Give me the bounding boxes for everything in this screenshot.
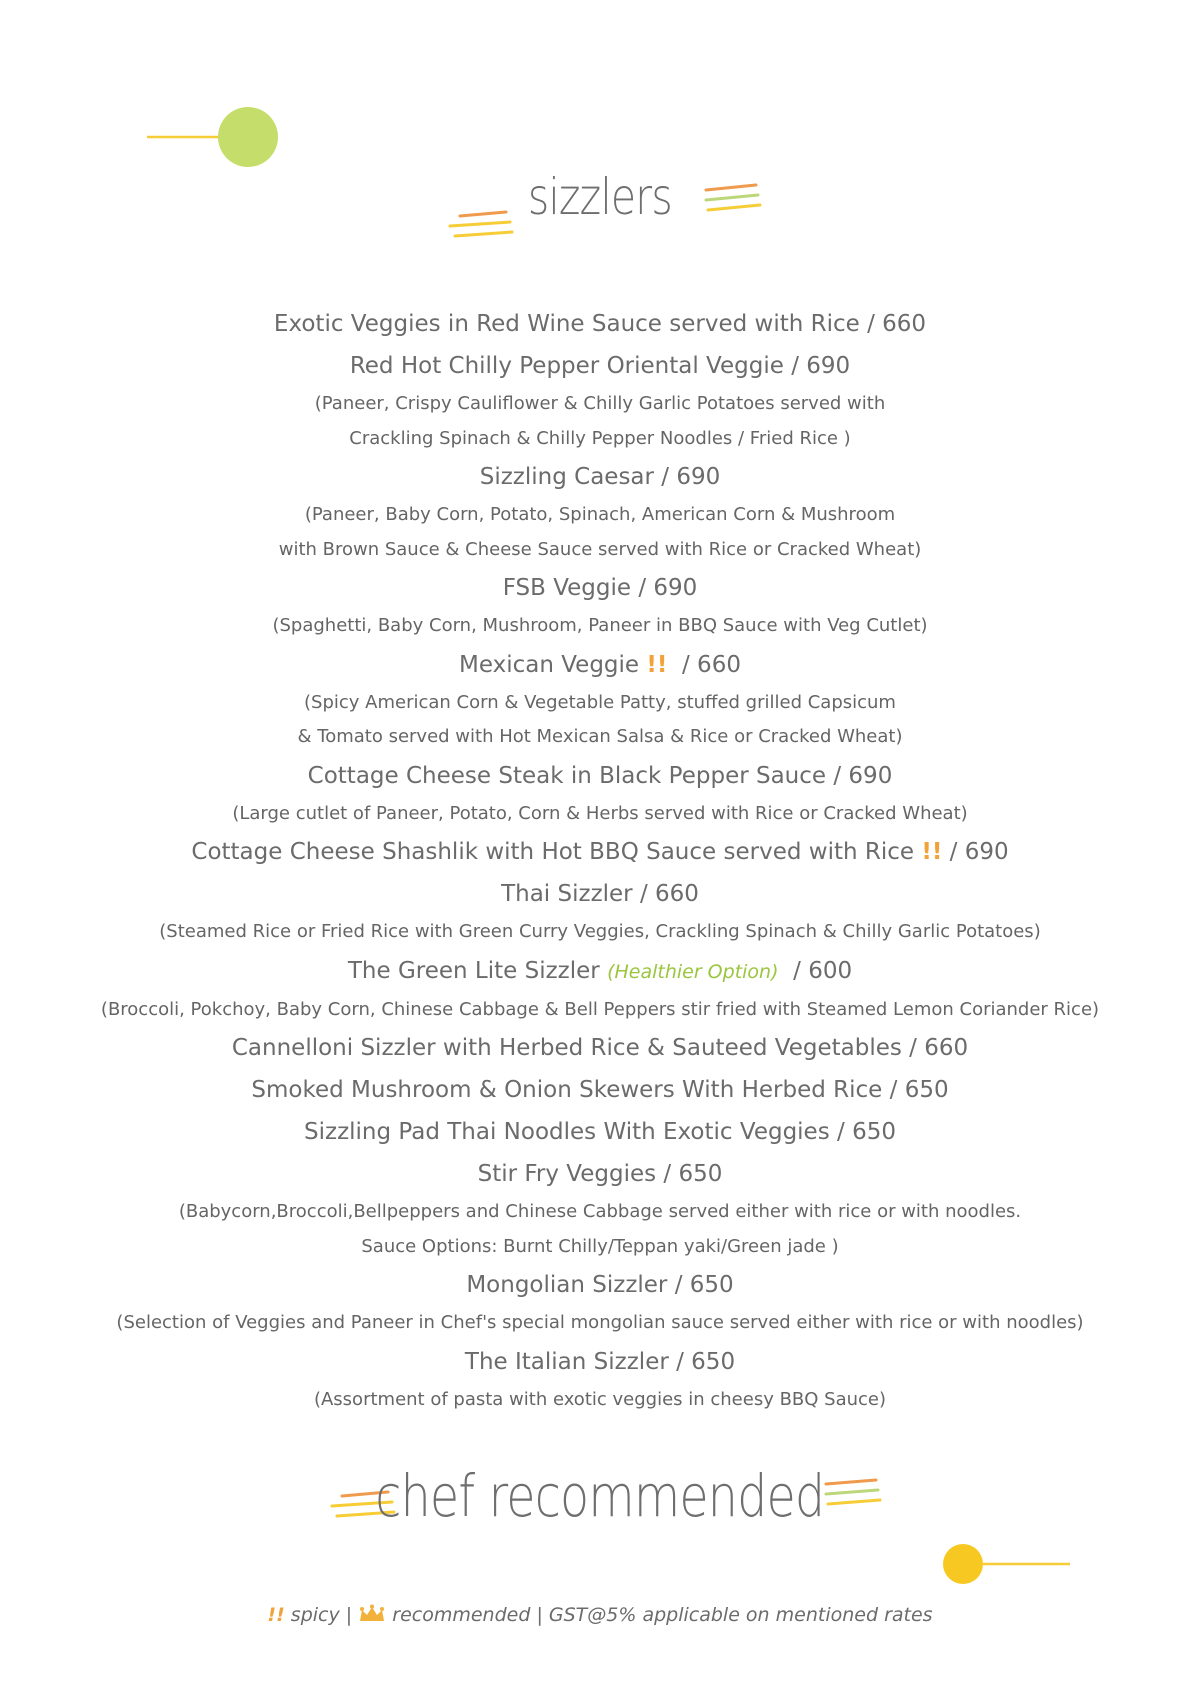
menu-item-name: Thai Sizzler / 660 xyxy=(501,881,699,907)
spicy-mark: !! xyxy=(646,651,668,678)
menu-item-description: (Paneer, Crispy Cauliflower & Chilly Garlic Potatoes served with xyxy=(314,393,886,414)
menu-item-name: Cottage Cheese Steak in Black Pepper Sauce / 690 xyxy=(307,762,893,789)
menu-item-name: Sizzling Caesar / 690 xyxy=(479,464,721,490)
recommended-label: recommended | GST@5% applicable on mentioned rates xyxy=(386,1604,933,1626)
menu-item-name xyxy=(0,950,1200,993)
menu-item-description: (Selection of Veggies and Paneer in Chef's special mongolian sauce served either with rice or with noodles) xyxy=(116,1312,1084,1333)
menu-item-description: (Large cutlet of Paneer, Potato, Corn & Herbs served with Rice or Cracked Wheat) xyxy=(232,802,968,824)
menu-item-description: (Spaghetti, Baby Corn, Mushroom, Paneer in BBQ Sauce with Veg Cutlet) xyxy=(272,615,928,636)
healthier-option-note: (Healthier Option) xyxy=(607,960,779,983)
menu-item-description: with Brown Sauce & Cheese Sauce served with Rice or Cracked Wheat) xyxy=(278,538,922,560)
right-stripes-decoration xyxy=(820,1476,890,1510)
menu-item-name: Cannelloni Sizzler with Herbed Rice & Sauteed Vegetables / 660 xyxy=(231,1035,969,1061)
menu-item-price: / 690 xyxy=(942,839,1009,865)
spicy-mark: !! xyxy=(267,1604,285,1626)
menu-item-name: FSB Veggie / 690 xyxy=(502,575,698,601)
menu-item-name: Exotic Veggies in Red Wine Sauce served with Rice / 660 xyxy=(273,311,927,337)
menu-list xyxy=(0,303,1200,1417)
menu-item-name: Sizzling Pad Thai Noodles With Exotic Veggies / 650 xyxy=(304,1119,896,1145)
page-title: sizzlers xyxy=(527,168,673,226)
menu-item-description: (Babycorn,Broccoli,Bellpeppers and Chinese Cabbage served either with rice or with noodles. xyxy=(178,1201,1022,1222)
crown-icon xyxy=(358,1604,386,1624)
spicy-label: spicy | xyxy=(284,1604,353,1626)
section-title: chef recommended xyxy=(375,1462,825,1530)
menu-item-price: / 600 xyxy=(778,957,853,984)
footer-legend xyxy=(0,1604,1200,1626)
spicy-mark: !! xyxy=(921,839,943,865)
menu-item-description: Crackling Spinach & Chilly Pepper Noodles / Fried Rice ) xyxy=(349,427,851,449)
menu-item-name xyxy=(0,644,1200,686)
menu-item-description: & Tomato served with Hot Mexican Salsa & Rice or Cracked Wheat) xyxy=(297,726,903,747)
menu-item-description: (Broccoli, Pokchoy, Baby Corn, Chinese Cabbage & Bell Peppers stir fried with Steamed Lemon Coriander Rice) xyxy=(100,998,1100,1020)
yellow-dot-decoration xyxy=(935,1540,1075,1590)
green-dot-decoration xyxy=(140,100,280,170)
menu-item-description: (Assortment of pasta with exotic veggies in cheesy BBQ Sauce) xyxy=(313,1388,887,1410)
menu-item-name-text: Cottage Cheese Shashlik with Hot BBQ Sauce served with Rice xyxy=(191,839,922,865)
menu-item-description: (Spicy American Corn & Vegetable Patty, stuffed grilled Capsicum xyxy=(304,691,896,713)
menu-item-name: Red Hot Chilly Pepper Oriental Veggie / 690 xyxy=(349,353,851,379)
right-stripes-decoration xyxy=(700,180,770,214)
section-header-chef-recommended xyxy=(0,1462,1200,1530)
left-stripes-decoration xyxy=(440,208,520,242)
menu-item-description: (Paneer, Baby Corn, Potato, Spinach, American Corn & Mushroom xyxy=(304,504,896,525)
menu-item-name: Mongolian Sizzler / 650 xyxy=(466,1272,734,1298)
menu-item-name-text: Mexican Veggie xyxy=(459,651,647,678)
menu-item-description: (Steamed Rice or Fried Rice with Green Curry Veggies, Crackling Spinach & Chilly Garlic Potatoes) xyxy=(159,921,1041,942)
menu-item-name xyxy=(0,831,1200,873)
menu-item-price: / 660 xyxy=(667,651,741,678)
menu-item-name: The Italian Sizzler / 650 xyxy=(464,1348,736,1375)
section-header-sizzlers xyxy=(0,168,1200,226)
menu-item-description: Sauce Options: Burnt Chilly/Teppan yaki/Green jade ) xyxy=(361,1235,839,1257)
menu-item-name-text: The Green Lite Sizzler xyxy=(347,957,608,984)
menu-item-name: Smoked Mushroom & Onion Skewers With Herbed Rice / 650 xyxy=(251,1077,949,1103)
menu-item-name: Stir Fry Veggies / 650 xyxy=(477,1161,723,1187)
